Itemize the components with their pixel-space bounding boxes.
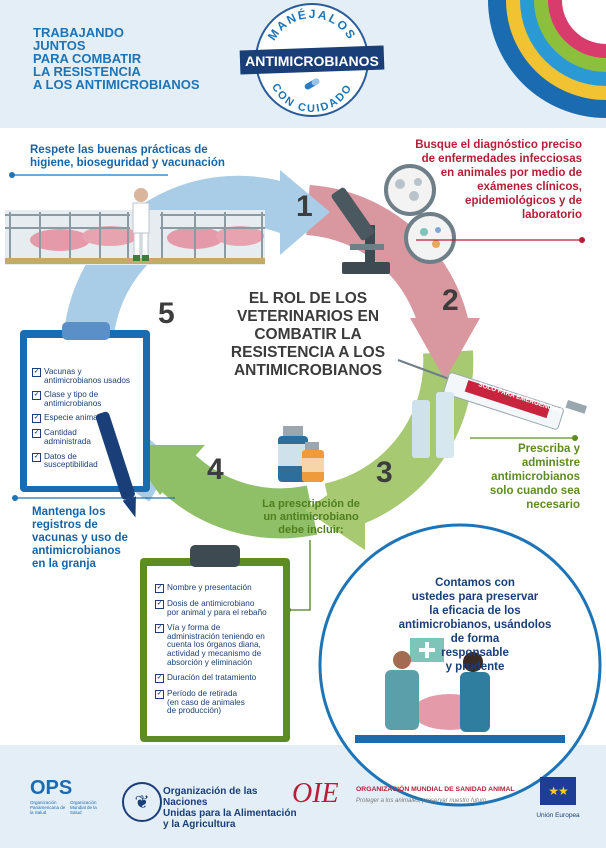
step-2-text-line: de enfermedades infecciosas: [421, 153, 582, 165]
eu-label: Unión Europea: [536, 812, 580, 819]
checkbox-icon: ✓: [156, 601, 163, 607]
prescription-item-line: por animal y para el rebaño: [167, 607, 267, 617]
outro-line: responsable: [441, 647, 509, 659]
checklist-item-line: administrada: [44, 436, 91, 446]
step-3-text: [470, 442, 580, 512]
prescription-item-line: Duración del tratamiento: [167, 673, 257, 683]
eu-flag-icon: ★★: [540, 777, 576, 805]
checkbox-icon: ✓: [33, 453, 40, 460]
step-3-text-line: necesario: [526, 499, 580, 511]
step-4-text-line: un antimicrobiano: [263, 511, 359, 523]
center-title-line: COMBATIR LA: [254, 326, 362, 343]
badge-top-text: MANÉJALOS: [264, 6, 360, 43]
header-title-line: LA RESISTENCIA: [33, 64, 141, 79]
step-3-text-line: Prescriba y: [517, 443, 580, 455]
checklist-item-line: Cantidad: [44, 428, 77, 438]
step-2-text-line: epidemiológicos y de: [465, 195, 582, 207]
badge-bottom-text: CON CUIDADO: [269, 81, 355, 115]
center-title: [228, 290, 388, 380]
step-number-3: 3: [376, 456, 393, 489]
step-5-text-line: vacunas y uso de: [32, 532, 128, 544]
step-3-text-line: administre: [521, 457, 580, 469]
oie-name: ORGANIZACIÓN MUNDIAL DE SANIDAD ANIMAL: [356, 786, 515, 793]
checkbox-icon: ✓: [33, 430, 40, 437]
step-5-text-line: Mantenga los: [32, 506, 106, 518]
step-5-text-line: registros de: [32, 519, 98, 531]
step-3-text-line: antimicrobianos: [491, 471, 580, 483]
outro-line: Contamos con: [435, 577, 515, 589]
center-title-line: EL ROL DE LOS: [248, 290, 368, 307]
checklist-item-line: antimicrobianos usados: [44, 375, 131, 385]
checklist-item: [32, 453, 138, 470]
header-title-line: JUNTOS: [33, 38, 86, 53]
prescription-item-line: cuenta los órganos diana,: [167, 640, 261, 650]
checklist-item: [32, 368, 138, 385]
step-number-4: 4: [207, 453, 224, 486]
checklist-item-line: Clase y tipo de: [44, 390, 99, 400]
ops-sub2: Organización Mundial de la Salud: [70, 800, 97, 815]
checklist-item-line: Vacunas y: [44, 367, 82, 376]
header-title-line: A LOS ANTIMICROBIANOS: [33, 77, 200, 92]
outro-line: de forma: [450, 633, 500, 645]
step-4-text-line: La prescripción de: [262, 498, 360, 510]
step-1-text: [30, 144, 250, 170]
checkbox-icon: ✓: [156, 625, 163, 632]
checkbox-icon: ✓: [156, 675, 163, 682]
oie-tagline: Proteger a los animales, preservar nuestro futuro: [356, 798, 487, 804]
outro-line: la eficacia de los: [429, 605, 521, 617]
badge-main-text: ANTIMICROBIANOS: [245, 53, 379, 69]
checkbox-icon: ✓: [156, 585, 163, 591]
checklist-item-line: Datos de: [44, 451, 77, 461]
medicine-bottles-icon: [278, 426, 324, 482]
checkbox-icon: ✓: [156, 691, 163, 698]
step-5-text-line: en la granja: [32, 558, 96, 570]
prescription-item-line: Dosis de antimicrobiano: [167, 599, 255, 608]
ops-acronym: OPS: [30, 777, 73, 799]
outro-line: y prudente: [445, 661, 505, 673]
step-5-text: [32, 506, 172, 571]
checklist-item: [32, 391, 138, 408]
prescription-item-line: Período de retirada: [167, 689, 238, 699]
center-title-line: RESISTENCIA A LOS: [230, 344, 386, 361]
step-2-text-line: Busque el diagnóstico preciso: [415, 139, 582, 151]
prescription-item: [155, 600, 279, 617]
fao-name-line: Unidas para la Alimentación: [163, 808, 297, 819]
prescription-item: [155, 624, 279, 667]
ops-sub1: Organización Panamericana de la Salud: [30, 800, 66, 815]
step-number-2: 2: [442, 284, 459, 317]
checklist-item-line: antimicrobianos: [44, 398, 102, 408]
center-title-line: ANTIMICROBIANOS: [233, 362, 383, 379]
outro-line: antimicrobianos, usándolos: [398, 619, 552, 631]
center-title-line: VETERINARIOS EN: [236, 308, 380, 325]
prescription-item-line: absorción y eliminación: [167, 657, 253, 667]
prescription-item-line: Vía y forma de: [167, 623, 221, 633]
records-checklist: [32, 368, 138, 476]
step-4-text-line: debe incluir:: [278, 524, 344, 536]
corner-rings-decoration: [488, 0, 606, 118]
step-1-text-line: Respete las buenas prácticas de: [30, 144, 208, 156]
checkbox-icon: ✓: [33, 369, 40, 375]
prescription-item: [155, 690, 279, 716]
step-number-1: 1: [296, 190, 313, 223]
prescription-item-line: de producción): [167, 706, 222, 716]
step-2-text-line: laboratorio: [521, 209, 582, 221]
oie-logo: OIE: [292, 778, 339, 809]
step-2-text: [400, 138, 582, 222]
prescription-item-line: Nombre y presentación: [167, 583, 252, 592]
step-1-text-line: higiene, bioseguridad y vacunación: [30, 157, 225, 169]
prescription-item: [155, 584, 279, 593]
checkbox-icon: ✓: [33, 392, 40, 399]
badge-manejalos: [240, 4, 385, 116]
checklist-item: [32, 429, 138, 446]
prescription-item-line: (en caso de animales: [167, 697, 245, 707]
header-title-line: TRABAJANDO: [33, 25, 124, 40]
outro-text: [395, 576, 555, 674]
fao-emblem-icon: ❦: [122, 782, 162, 822]
fao-name-line: Organización de las Naciones: [163, 786, 258, 808]
checklist-item-line: Especie animal: [44, 413, 100, 423]
checklist-item-line: susceptibilidad: [44, 460, 98, 470]
ops-logo: [30, 778, 110, 815]
outro-line: ustedes para preservar: [411, 591, 539, 603]
header-title-line: PARA COMBATIR: [33, 51, 142, 66]
checkbox-icon: ✓: [33, 415, 40, 422]
step-number-5: 5: [158, 297, 175, 330]
prescription-checklist: [155, 584, 279, 723]
step-3-text-line: solo cuando sea: [489, 485, 580, 497]
step-2-text-line: exámenes clínicos,: [477, 181, 582, 193]
syringe-label: SOLO PARA EMERGENCIAS: [477, 381, 564, 416]
step-4-text: [236, 498, 386, 537]
step-5-text-line: antimicrobianos: [32, 545, 121, 557]
prescription-item-line: administración teniendo en: [167, 631, 265, 641]
prescription-item: [155, 674, 279, 683]
fao-name: [163, 786, 303, 830]
checklist-item: [32, 414, 138, 423]
prescription-item-line: actividad y mecanismo de: [167, 648, 262, 658]
step-2-text-line: en animales por medio de: [440, 167, 582, 179]
fao-name-line: y la Agricultura: [163, 819, 236, 830]
